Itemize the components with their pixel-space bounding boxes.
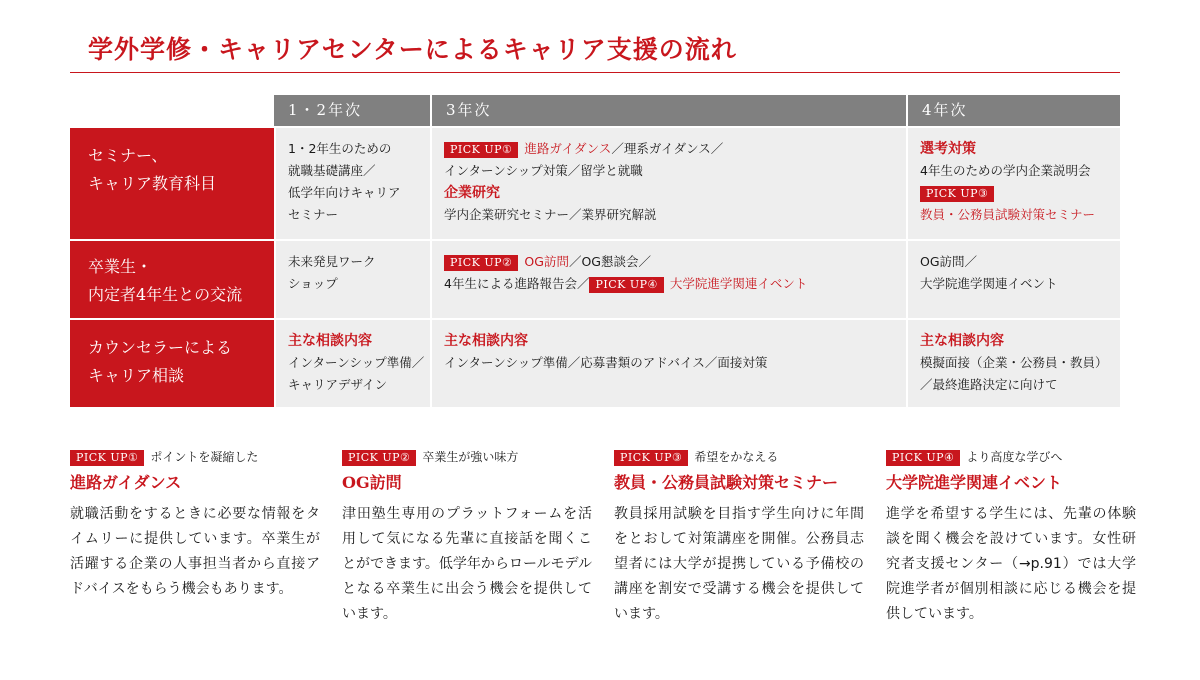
cell-text: セミナー	[288, 207, 339, 222]
card-body: 進学を希望する学生には、先輩の体験談を聞く機会を設けています。女性研究者支援センター（→p.91）では大学院進学者が個別相談に応じる機会を提供しています。	[886, 506, 1136, 622]
cell-text: 4年生による進路報告会／	[444, 276, 590, 291]
pickup-badge: PICK UP④	[589, 277, 663, 293]
cell-alumni-y4	[906, 241, 1120, 318]
cell-text-highlight: 大学院進学関連イベント	[669, 276, 808, 291]
header-blank	[70, 95, 274, 126]
table-header-row	[70, 95, 1120, 126]
cell-text-highlight: 教員・公務員試験対策セミナー	[920, 207, 1096, 222]
card-body: 就職活動をするときに必要な情報をタイムリーに提供しています。卒業生が活躍する企業の人事担当者から直接アドバイスをもらう機会もあります。	[70, 506, 320, 597]
link-career-guidance: 進路ガイダンス	[524, 141, 612, 156]
cell-text: 就職基礎講座／	[288, 163, 376, 178]
pickup-card-3	[614, 447, 864, 627]
cell-text-highlight: OG訪問	[524, 254, 569, 269]
cell-text: ／理系ガイダンス／	[611, 141, 724, 156]
section-heading: 主な相談内容	[288, 333, 372, 349]
pickup-badge: PICK UP④	[886, 450, 960, 466]
cell-alumni-y3	[430, 241, 906, 318]
card-tagline: 希望をかなえる	[694, 450, 779, 464]
cell-text: インターンシップ準備／	[288, 355, 425, 370]
pickup-badge: PICK UP②	[342, 450, 416, 466]
cell-counseling-y4	[906, 320, 1120, 407]
section-heading: 主な相談内容	[920, 333, 1004, 349]
pickup-badge: PICK UP③	[920, 186, 994, 202]
row-label-line: セミナー、	[88, 146, 168, 165]
cell-alumni-y12	[274, 241, 430, 318]
cell-text: 未来発見ワーク	[288, 254, 376, 269]
cell-text: 1・2年生のための	[288, 141, 392, 156]
cell-text: ／OG懇談会／	[568, 254, 651, 269]
section-heading: 主な相談内容	[444, 333, 528, 349]
cell-text: インターンシップ対策／留学と就職	[444, 163, 643, 178]
row-label-line: キャリア相談	[88, 366, 185, 385]
cell-text: ／最終進路決定に向けて	[920, 377, 1058, 392]
card-title: OG訪問	[342, 473, 402, 492]
row-label-counseling	[70, 320, 274, 407]
pickup-card-2	[342, 447, 592, 627]
cell-text: キャリアデザイン	[288, 377, 388, 392]
card-title: 進路ガイダンス	[70, 473, 182, 492]
cell-counseling-y3	[430, 320, 906, 407]
page-title: 学外学修・キャリアセンターによるキャリア支援の流れ	[88, 35, 737, 64]
cell-text: 低学年向けキャリア	[288, 185, 401, 200]
pickup-badge: PICK UP①	[70, 450, 144, 466]
card-title: 大学院進学関連イベント	[886, 473, 1063, 492]
cell-text: 大学院進学関連イベント	[920, 276, 1058, 291]
pickup-card-4	[886, 447, 1136, 627]
cell-text: ショップ	[288, 276, 338, 291]
table-row-alumni	[70, 239, 1120, 318]
section-heading: 選考対策	[920, 141, 976, 157]
cell-text: OG訪問／	[920, 254, 978, 269]
title-divider	[70, 72, 1120, 73]
pickup-badge: PICK UP③	[614, 450, 688, 466]
card-body: 教員採用試験を目指す学生向けに年間をとおして対策講座を開催。公務員志望者には大学が提携している予備校の講座を割安で受講する機会を提供しています。	[614, 506, 864, 622]
table-row-counseling	[70, 318, 1120, 407]
cell-seminar-y4	[906, 128, 1120, 239]
row-label-line: 内定者4年生との交流	[88, 285, 243, 304]
cell-text: 模擬面接（企業・公務員・教員）	[920, 355, 1108, 370]
cell-text: 4年生のための学内企業説明会	[920, 163, 1091, 178]
card-tagline: より高度な学びへ	[966, 450, 1063, 464]
header-year-4: 4年次	[906, 95, 1120, 126]
row-label-line: 卒業生・	[88, 257, 153, 276]
cell-seminar-y3	[430, 128, 906, 239]
header-year-1-2: 1・2年次	[274, 95, 430, 126]
cell-seminar-y12	[274, 128, 430, 239]
pickup-badge: PICK UP②	[444, 255, 518, 271]
career-support-table	[70, 95, 1120, 407]
pickup-badge: PICK UP①	[444, 142, 518, 158]
card-body: 津田塾生専用のプラットフォームを活用して気になる先輩に直接話を聞くことができます。低学年からロールモデルとなる卒業生に出会う機会を提供しています。	[342, 506, 592, 622]
section-heading: 企業研究	[444, 185, 500, 201]
row-label-line: キャリア教育科目	[88, 174, 217, 193]
card-tagline: ポイントを凝縮した	[150, 450, 259, 464]
row-label-seminar	[70, 128, 274, 239]
cell-counseling-y12	[274, 320, 430, 407]
row-label-alumni	[70, 241, 274, 318]
cell-text: インターンシップ準備／応募書類のアドバイス／面接対策	[444, 355, 768, 370]
pickup-card-1	[70, 447, 320, 602]
cell-text: 学内企業研究セミナー／業界研究解説	[444, 207, 657, 222]
table-row-seminar	[70, 126, 1120, 239]
card-tagline: 卒業生が強い味方	[422, 450, 519, 464]
card-title: 教員・公務員試験対策セミナー	[614, 473, 839, 492]
header-year-3: 3年次	[430, 95, 906, 126]
row-label-line: カウンセラーによる	[88, 338, 233, 357]
